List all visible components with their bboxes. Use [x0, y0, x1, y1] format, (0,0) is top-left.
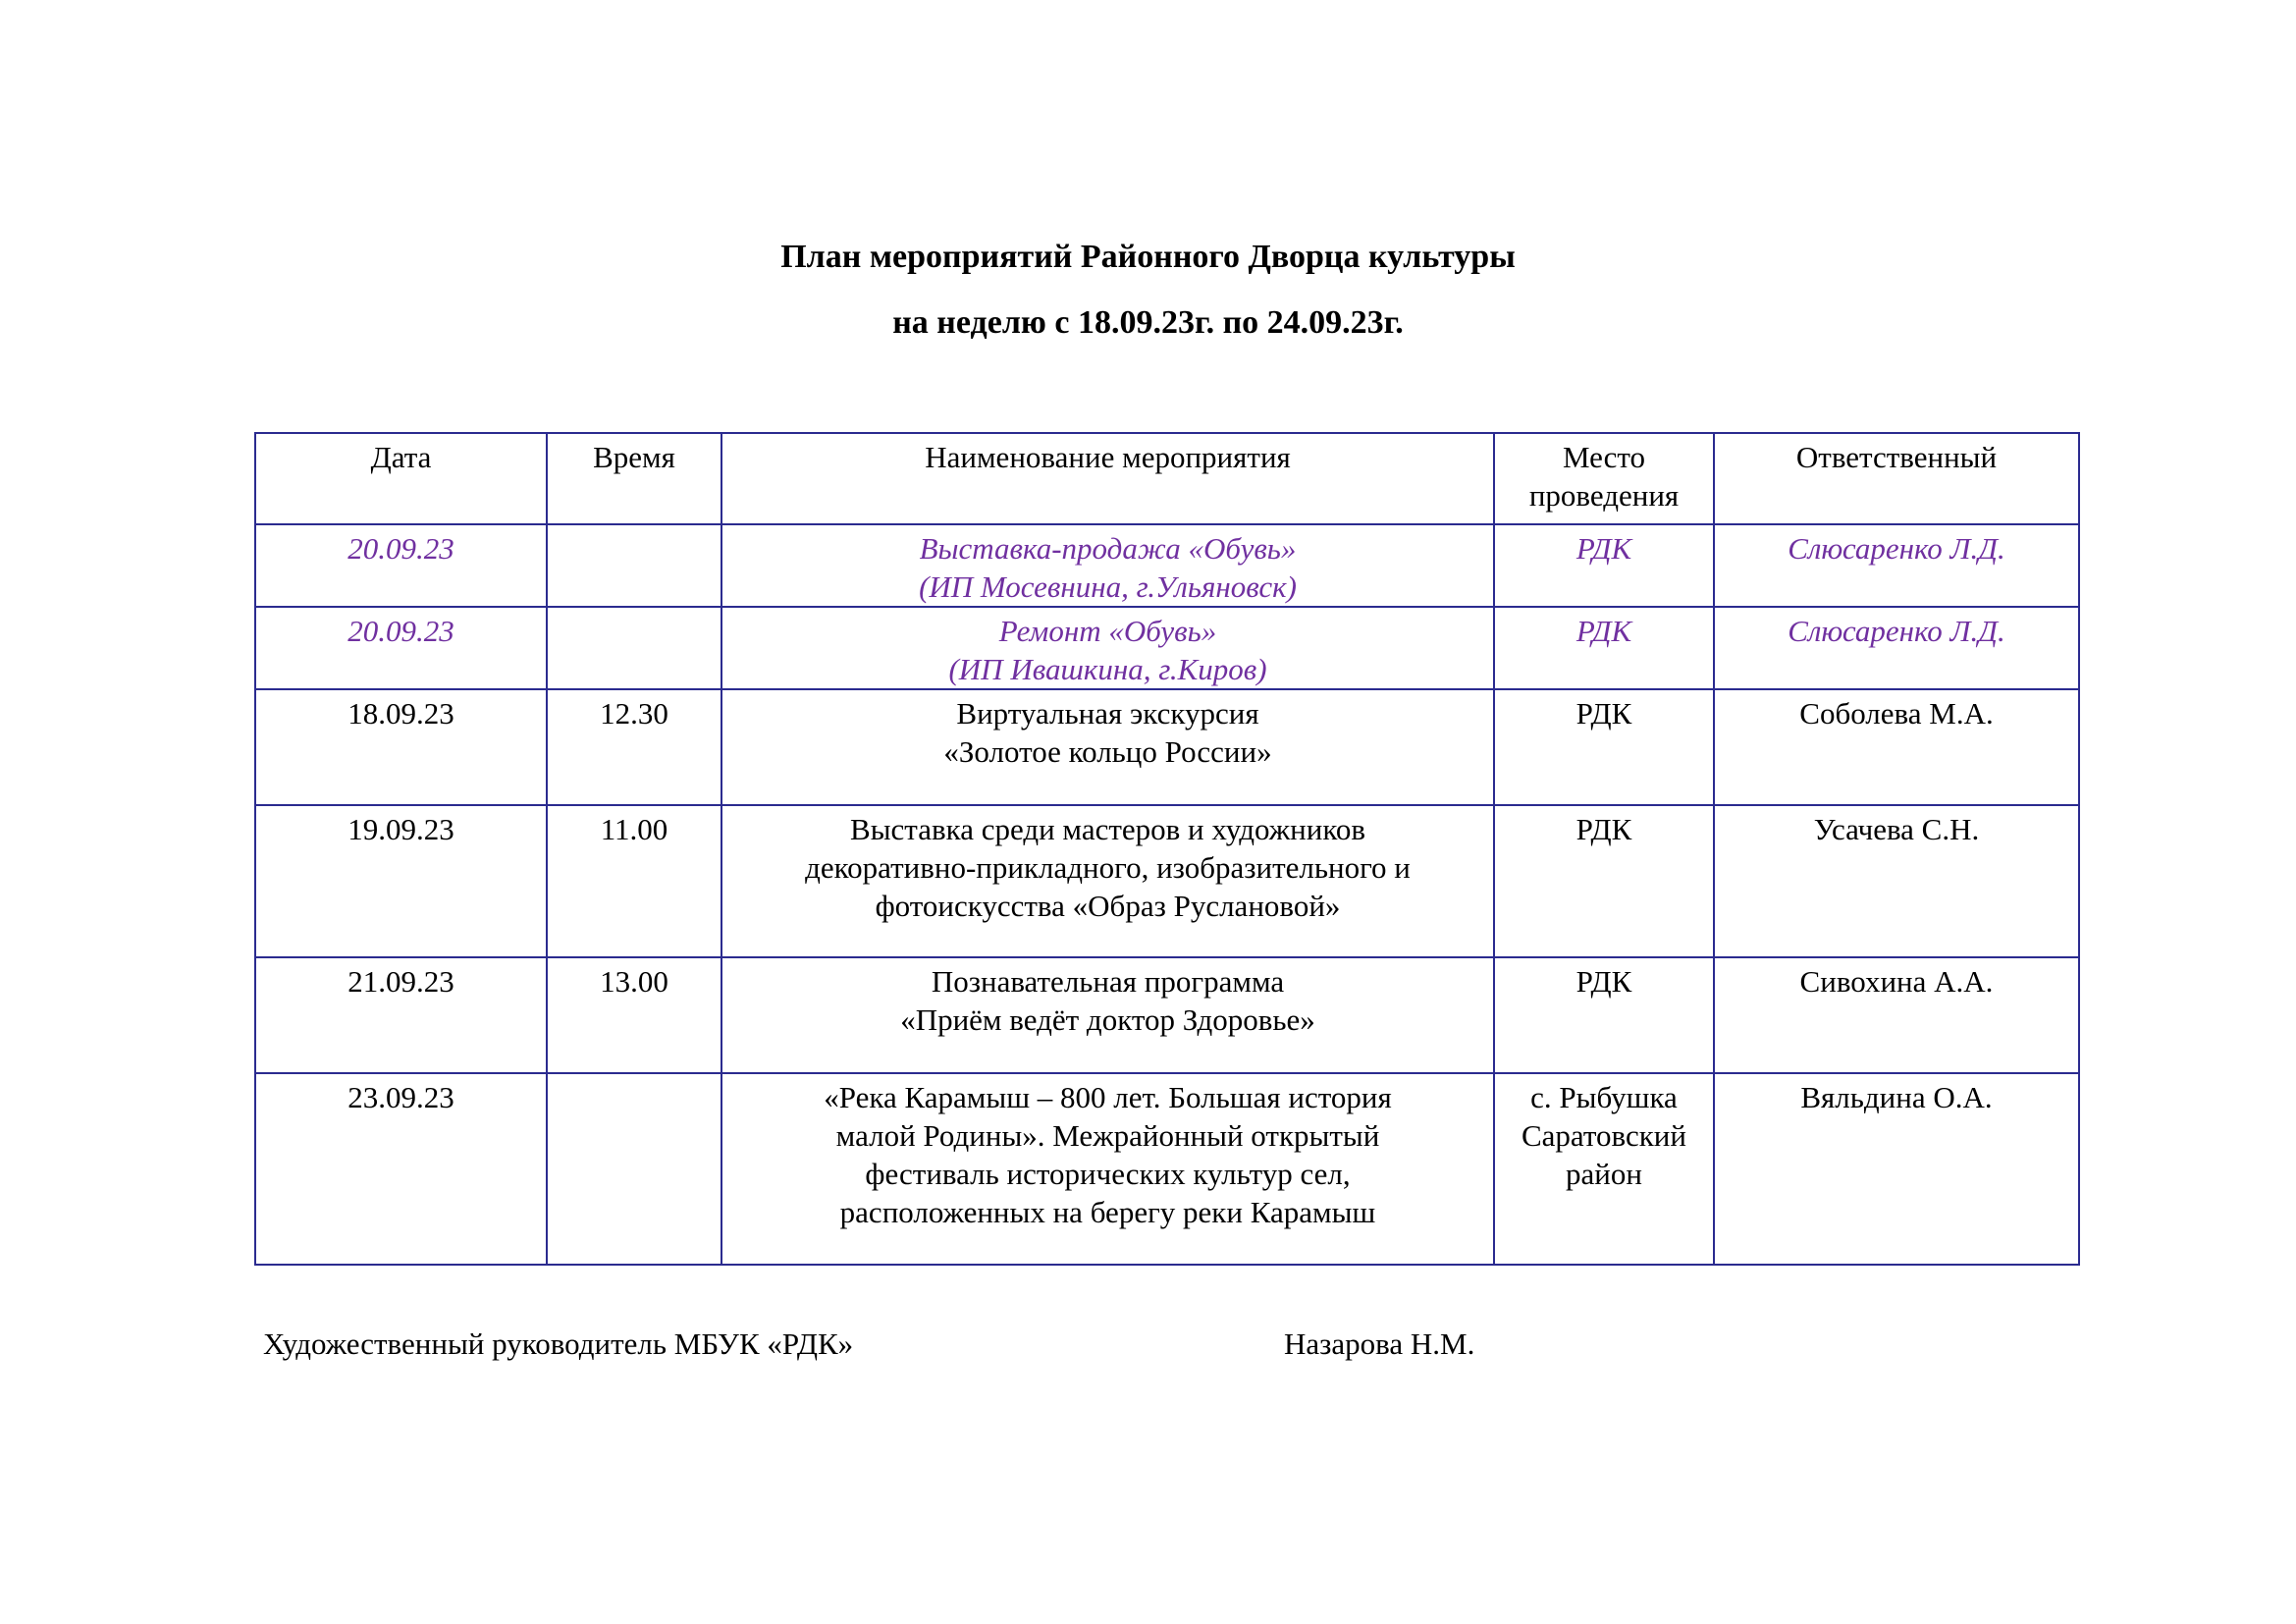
cell-place [1494, 607, 1714, 689]
cell-time: 11.00 [547, 805, 721, 957]
table-row [255, 524, 2079, 607]
cell-date: 20.09.23 [255, 524, 547, 607]
cell-place [1494, 957, 1714, 1073]
header-place-line-2: проведения [1528, 478, 1680, 513]
table-row [255, 805, 2079, 957]
cell-responsible: Слюсаренко Л.Д. [1714, 524, 2079, 607]
cell-responsible: Сивохина А.А. [1714, 957, 2079, 1073]
header-date: Дата [255, 433, 547, 524]
signature-position: Художественный руководитель МБУК «РДК» [263, 1326, 854, 1361]
cell-name [721, 1073, 1494, 1265]
signature-name: Назарова Н.М. [1284, 1326, 1475, 1361]
cell-name-line: малой Родины». Межрайонный открытый [835, 1118, 1380, 1153]
cell-name-line: (ИП Мосевнина, г.Ульяновск) [919, 569, 1297, 604]
header-responsible: Ответственный [1714, 433, 2079, 524]
cell-responsible: Соболева М.А. [1714, 689, 2079, 805]
cell-place-line: РДК [1575, 812, 1632, 846]
cell-name-line: фотоискусства «Образ Руслановой» [875, 889, 1341, 923]
document-subtitle: на неделю с 18.09.23г. по 24.09.23г. [892, 304, 1404, 341]
events-table [254, 432, 2080, 1266]
table-row [255, 607, 2079, 689]
cell-place-line: РДК [1575, 964, 1632, 999]
document-title: План мероприятий Районного Дворца культуры [780, 239, 1516, 275]
cell-name-line: Ремонт «Обувь» [998, 614, 1217, 648]
table-row [255, 957, 2079, 1073]
cell-name-line: Виртуальная экскурсия [956, 696, 1259, 731]
cell-place-line: РДК [1575, 614, 1632, 648]
cell-name [721, 524, 1494, 607]
header-place-line-1: Место [1562, 440, 1646, 474]
cell-date: 20.09.23 [255, 607, 547, 689]
cell-name [721, 957, 1494, 1073]
cell-name-line: «Золотое кольцо России» [943, 734, 1272, 769]
cell-name-line: «Приём ведёт доктор Здоровье» [900, 1002, 1315, 1037]
cell-name-line: (ИП Ивашкина, г.Киров) [948, 652, 1267, 686]
cell-time [547, 524, 721, 607]
cell-name [721, 805, 1494, 957]
cell-name-line: Выставка-продажа «Обувь» [919, 531, 1297, 566]
cell-date: 23.09.23 [255, 1073, 547, 1265]
table-header-row [255, 433, 2079, 524]
cell-name-line: декоративно-прикладного, изобразительного и [805, 850, 1411, 885]
cell-responsible: Усачева С.Н. [1714, 805, 2079, 957]
cell-responsible: Вяльдина О.А. [1714, 1073, 2079, 1265]
cell-responsible: Слюсаренко Л.Д. [1714, 607, 2079, 689]
cell-place [1494, 805, 1714, 957]
cell-place [1494, 524, 1714, 607]
table-row [255, 689, 2079, 805]
cell-date: 19.09.23 [255, 805, 547, 957]
cell-name [721, 689, 1494, 805]
cell-name [721, 607, 1494, 689]
cell-date: 21.09.23 [255, 957, 547, 1073]
cell-name-line: фестиваль исторических культур сел, [865, 1157, 1351, 1191]
cell-time: 12.30 [547, 689, 721, 805]
header-name: Наименование мероприятия [721, 433, 1494, 524]
cell-time: 13.00 [547, 957, 721, 1073]
cell-date: 18.09.23 [255, 689, 547, 805]
table-row [255, 1073, 2079, 1265]
cell-name-line: Познавательная программа [931, 964, 1285, 999]
cell-time [547, 1073, 721, 1265]
cell-name-line: расположенных на берегу реки Карамыш [839, 1195, 1376, 1229]
cell-place [1494, 1073, 1714, 1265]
cell-name-line: «Река Карамыш – 800 лет. Большая история [824, 1080, 1392, 1114]
header-time: Время [547, 433, 721, 524]
cell-time [547, 607, 721, 689]
cell-place-line: Саратовский [1522, 1118, 1686, 1153]
cell-place-line: с. Рыбушка [1530, 1080, 1678, 1114]
header-place [1494, 433, 1714, 524]
cell-place [1494, 689, 1714, 805]
cell-name-line: Выставка среди мастеров и художников [850, 812, 1365, 846]
cell-place-line: РДК [1575, 696, 1632, 731]
cell-place-line: район [1566, 1157, 1642, 1191]
cell-place-line: РДК [1575, 531, 1632, 566]
